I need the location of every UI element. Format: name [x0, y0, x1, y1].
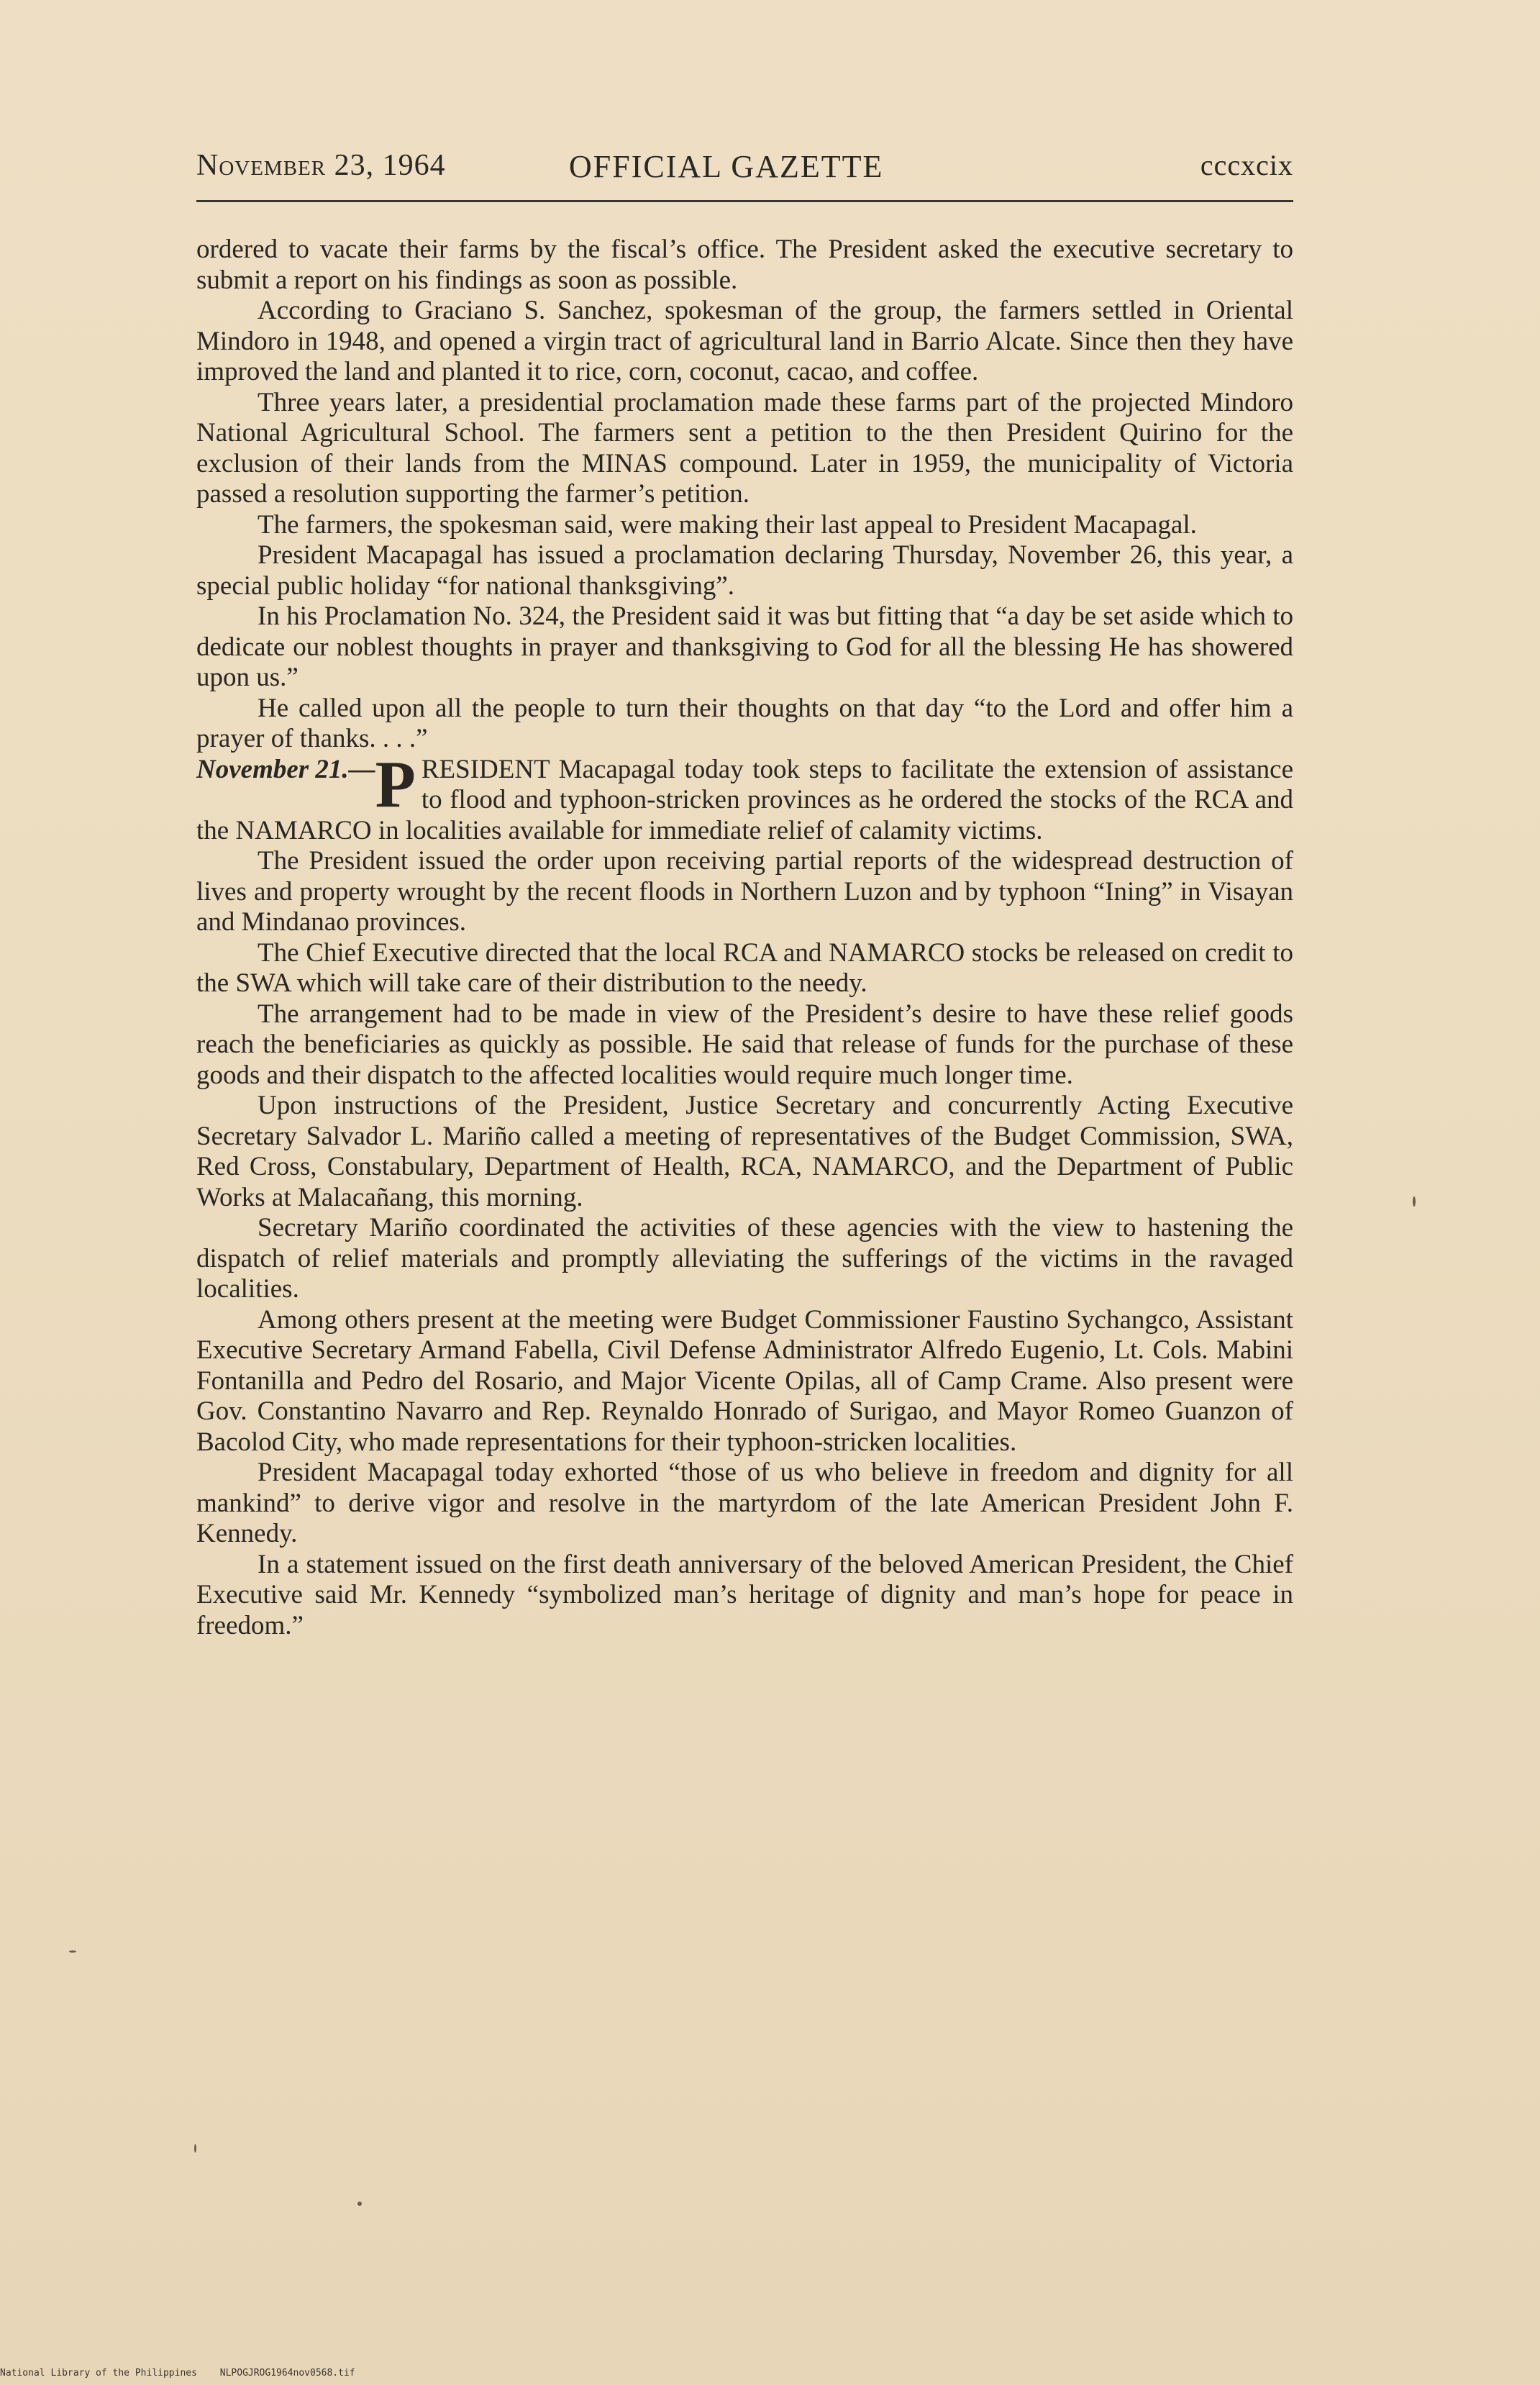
running-header	[196, 148, 1293, 191]
footer-file: NLPOGJROG1964nov0568.tif	[219, 2368, 355, 2379]
paper-speck	[1413, 1196, 1416, 1207]
paragraph: The President issued the order upon receiving partial reports of the widespread destruction of lives and property wrought by the recent floods in Northern Luzon and by typhoon “Ining” in Visayan and Mindanao provinces.	[196, 846, 1293, 937]
dateline-paragraph	[196, 747, 1293, 847]
paragraph: Secretary Mariño coordinated the activities of these agencies with the view to hastening the dispatch of relief materials and promptly alleviating the sufferings of the victims in the ravaged localities.	[196, 1213, 1293, 1304]
dateline-label: November 21.—	[196, 754, 375, 784]
paragraph: President Macapagal today exhorted “those of us who believe in freedom and dignity for all mankind” to derive vigor and resolve in the martyrdom of the late American President John F. Kennedy.	[196, 1458, 1293, 1548]
article-body	[196, 235, 1293, 1641]
paper-speck	[194, 2144, 196, 2153]
header-rule	[196, 200, 1293, 202]
paragraph: The Chief Executive directed that the local RCA and NAMARCO stocks be released on credit to the SWA which will take care of their distribution to the needy.	[196, 937, 1293, 998]
scan-footer	[0, 2368, 504, 2379]
footer-library: National Library of the Philippines	[0, 2368, 197, 2379]
page-number: cccxcix	[1200, 149, 1293, 181]
paragraph: Among others present at the meeting were Budget Commissioner Faustino Sychangco, Assistant Executive Secretary Armand Fabella, Civil Defense Administrator Alfredo Eugenio, Lt. Cols. Mabini Fontanilla and Pedro del Rosario, and Major Vicente Opilas, all of Camp Crame. Also present were Gov. Constantino Navarro and Rep. Reynaldo Honrado of Surigao, and Mayor Romeo Guanzon of Bacolod City, who made representations for their typhoon-stricken localities.	[196, 1304, 1293, 1457]
paragraph: In his Proclamation No. 324, the President said it was but fitting that “a day be set aside which to dedicate our noblest thoughts in prayer and thanksgiving to God for all the blessing He has showered upon us.”	[196, 601, 1293, 692]
paper-speck	[69, 1950, 76, 1953]
paragraph-continuation: ordered to vacate their farms by the fiscal’s office. The President asked the executive secretary to submit a report on his findings as soon as possible.	[196, 235, 1293, 295]
paragraph: The farmers, the spokesman said, were making their last appeal to President Macapagal.	[258, 509, 1197, 540]
paragraph: Three years later, a presidential proclamation made these farms part of the projected Mindoro National Agricultural School. The farmers sent a petition to the then President Quirino for the exclusion of their lands from the MINAS compound. Later in 1959, the municipality of Victoria passed a resolution supporting the farmer’s petition.	[196, 387, 1293, 509]
paragraph: In a statement issued on the first death anniversary of the beloved American President, the Chief Executive said Mr. Kennedy “symbolized man’s heritage of dignity and man’s hope for peace in freedom.”	[196, 1549, 1293, 1640]
paragraph: According to Graciano S. Sanchez, spokesman of the group, the farmers settled in Oriental Mindoro in 1948, and opened a virgin tract of agricultural land in Barrio Alcate. Since then they have improved the land and planted it to rice, corn, coconut, cacao, and coffee.	[196, 296, 1293, 386]
header-title: OFFICIAL GAZETTE	[569, 149, 884, 184]
header-date: November 23, 1964	[196, 149, 446, 182]
paragraph: Upon instructions of the President, Justice Secretary and concurrently Acting Executive Secretary Salvador L. Mariño called a meeting of representatives of the Budget Commission, SWA, Red Cross, Constabulary, Department of Health, RCA, NAMARCO, and the Department of Public Works at Malacañang, this morning.	[196, 1091, 1293, 1212]
paragraph: He called upon all the people to turn their thoughts on that day “to the Lord and offer him a prayer of thanks. . . .”	[196, 693, 1293, 753]
paper-speck	[357, 2202, 362, 2206]
paragraph: The arrangement had to be made in view of the President’s desire to have these relief goods reach the beneficiaries as quickly as possible. He said that release of funds for the purchase of these goods and their dispatch to the affected localities would require much longer time.	[196, 999, 1293, 1090]
paragraph: President Macapagal has issued a proclamation declaring Thursday, November 26, this year, a special public holiday “for national thanksgiving”.	[196, 540, 1293, 601]
dateline-text: RESIDENT Macapagal today took steps to facilitate the extension of assistance to flood and typhoon-stricken provinces as he ordered the stocks of the RCA and the NAMARCO in localities available for immediate relief of calamity victims.	[196, 754, 1293, 845]
drop-cap: P	[375, 747, 416, 821]
